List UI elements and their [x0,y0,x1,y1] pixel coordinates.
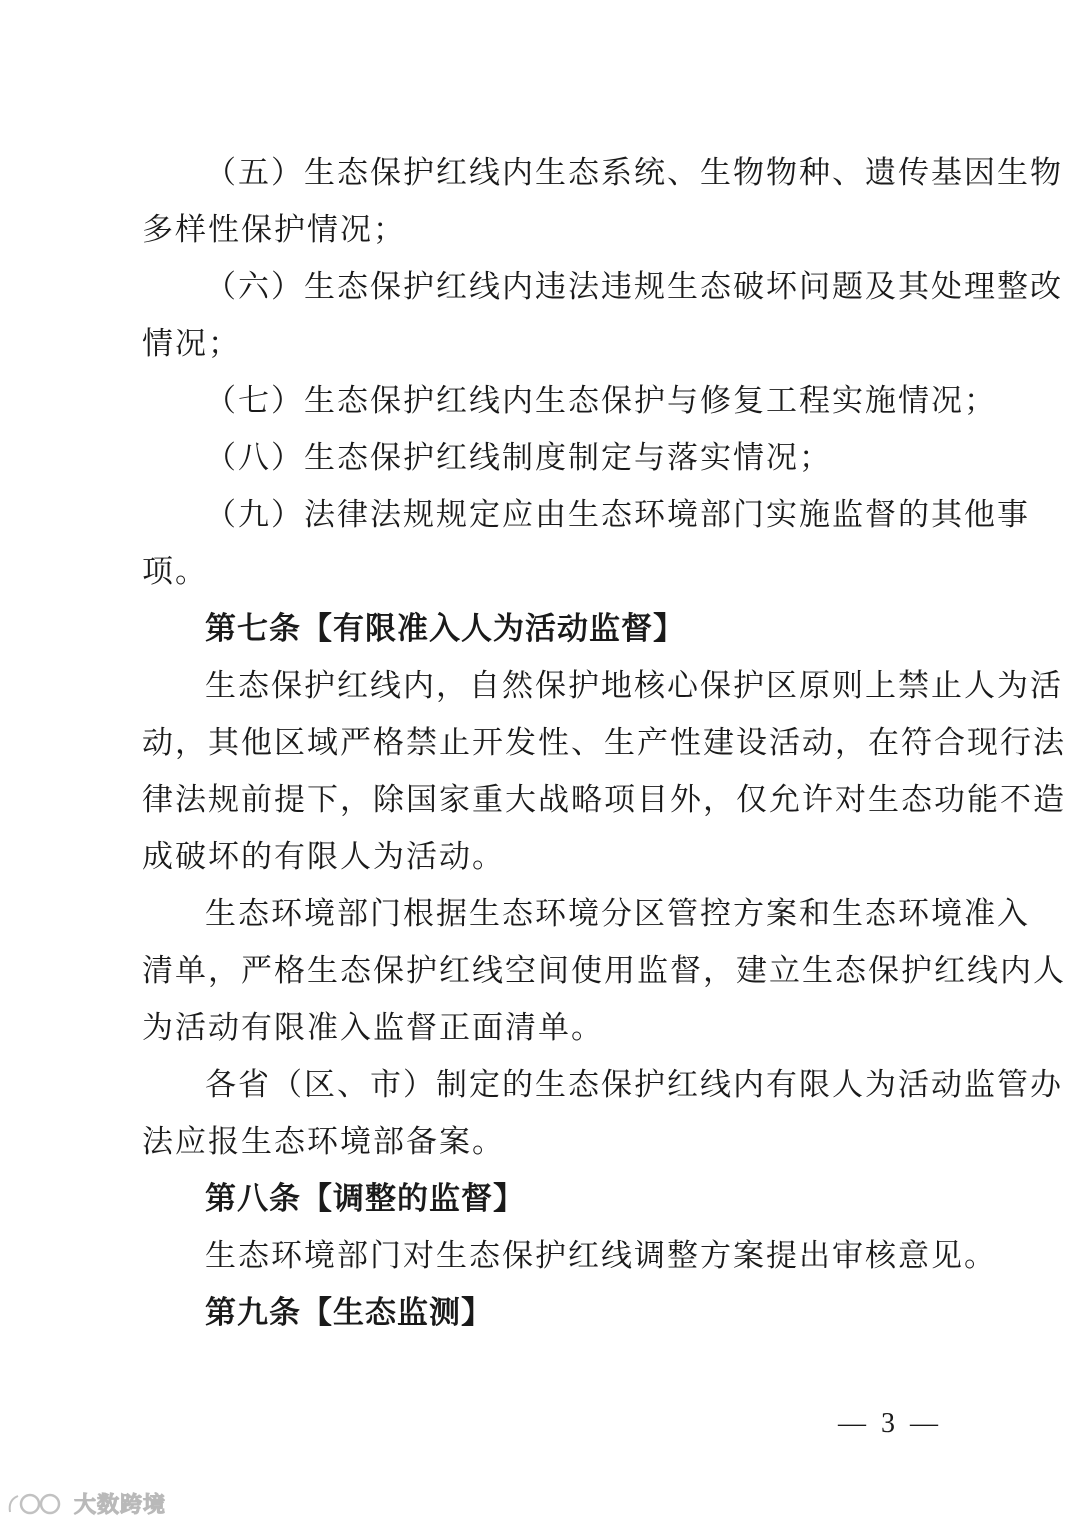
watermark [6,1488,166,1519]
article-heading: 第七条【有限准入人为活动监督】 [205,611,685,647]
paragraph-line: 为活动有限准入监督正面清单。 [142,1010,604,1046]
paragraph-line: 法应报生态环境部备案。 [142,1124,505,1160]
paragraph-line: 生态环境部门根据生态环境分区管控方案和生态环境准入 [205,896,1030,932]
page-number: — 3 — [838,1408,942,1439]
paragraph-line: （八）生态保护红线制度制定与落实情况； [205,440,832,476]
article-heading: 第八条【调整的监督】 [205,1181,525,1217]
paragraph-line: 动，其他区域严格禁止开发性、生产性建设活动，在符合现行法 [142,725,1066,761]
paragraph-line: 律法规前提下，除国家重大战略项目外，仅允许对生态功能不造 [142,782,1066,818]
paragraph-line: 生态环境部门对生态保护红线调整方案提出审核意见。 [205,1238,997,1274]
paragraph-line: 多样性保护情况； [142,212,406,248]
paragraph-line: （九）法律法规规定应由生态环境部门实施监督的其他事 [205,497,1030,533]
paragraph-line: 成破坏的有限人为活动。 [142,839,505,875]
paragraph-line: 清单，严格生态保护红线空间使用监督，建立生态保护红线内人 [142,953,1066,989]
paragraph-line: （五）生态保护红线内生态系统、生物物种、遗传基因生物 [205,155,1063,191]
paragraph-line: 各省（区、市）制定的生态保护红线内有限人为活动监管办 [205,1067,1063,1103]
paragraph-line: 情况； [142,326,241,362]
paragraph-line: （七）生态保护红线内生态保护与修复工程实施情况； [205,383,997,419]
paragraph-line: 项。 [142,554,208,590]
article-heading: 第九条【生态监测】 [205,1295,493,1331]
paragraph-line: 生态保护红线内，自然保护地核心保护区原则上禁止人为活 [205,668,1063,704]
paragraph-line: （六）生态保护红线内违法违规生态破坏问题及其处理整改 [205,269,1063,305]
brand-logo-icon [6,1490,70,1518]
watermark-text: 大数跨境 [74,1493,167,1518]
